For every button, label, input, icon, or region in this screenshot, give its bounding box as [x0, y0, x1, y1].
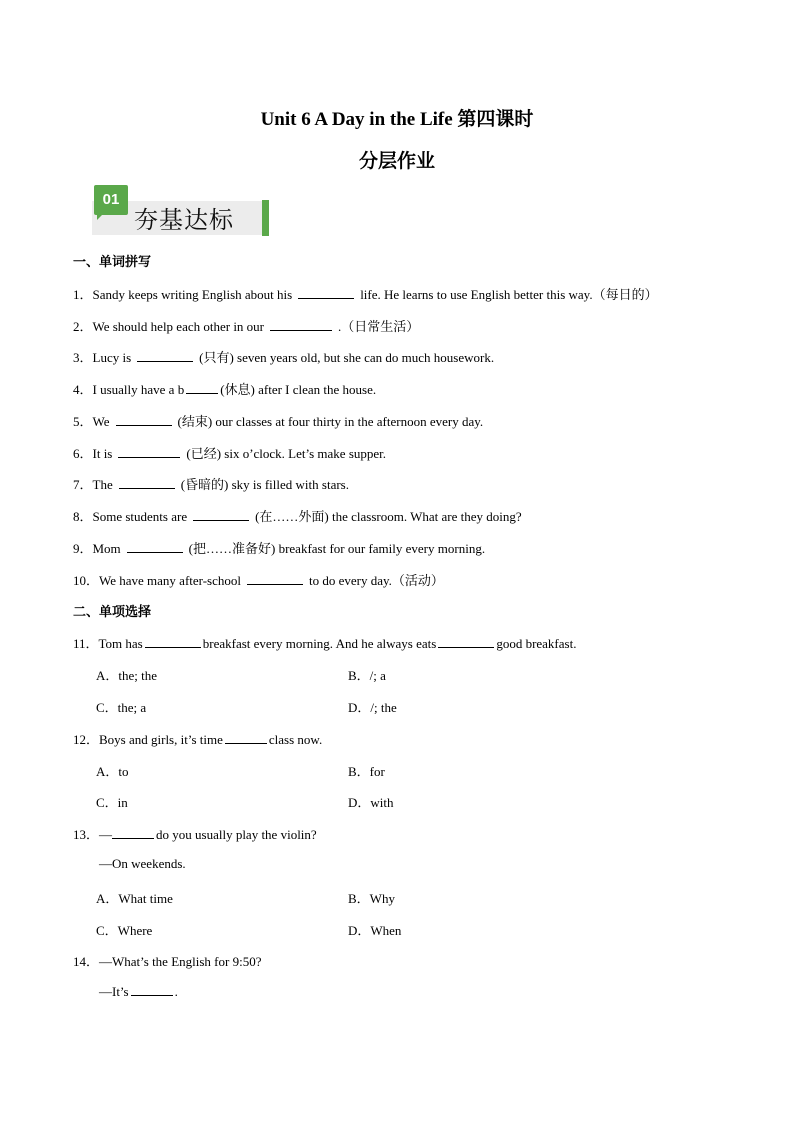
question-text: (在……外面) the classroom. What are they doing?	[255, 509, 522, 524]
answer-blank[interactable]	[127, 540, 183, 553]
answer-blank[interactable]	[438, 635, 494, 648]
option-c[interactable]: C．the; a	[96, 700, 147, 715]
question-text: (昏暗的) sky is filled with stars.	[180, 477, 349, 492]
badge-bar	[262, 200, 269, 236]
question-text: do you usually play the violin?	[156, 827, 317, 842]
option-c[interactable]: C．Where	[96, 923, 153, 938]
question-1	[73, 284, 658, 303]
question-text: 4．I usually have a b	[73, 382, 185, 397]
question-text: 7．The	[73, 477, 113, 492]
question-text: 13．—	[73, 827, 113, 842]
question-2	[73, 316, 419, 335]
option-c[interactable]: C．in	[96, 795, 128, 810]
option-a[interactable]: A．What time	[96, 891, 173, 906]
question-text: 14．—What’s the English for 9:50?	[73, 954, 262, 969]
answer-blank[interactable]	[225, 731, 267, 744]
question-text: life. He learns to use English better this way.（每日的）	[360, 287, 658, 302]
option-b[interactable]: B．Why	[348, 891, 395, 906]
option-a[interactable]: A．to	[96, 764, 129, 779]
section-heading-spelling: 一、单词拼写	[73, 255, 152, 270]
option-d[interactable]: D．with	[348, 795, 394, 810]
badge-label: 夯基达标	[134, 206, 234, 234]
answer-blank[interactable]	[193, 508, 249, 521]
question-5	[73, 411, 483, 430]
question-text: 9．Mom	[73, 541, 121, 556]
question-11	[73, 633, 576, 652]
question-text: 3．Lucy is	[73, 350, 132, 365]
option-a[interactable]: A．the; the	[96, 668, 158, 683]
question-text: (已经) six o’clock. Let’s make supper.	[186, 446, 387, 461]
answer-blank[interactable]	[131, 983, 173, 996]
question-text: (只有) seven years old, but she can do much housework.	[199, 350, 495, 365]
question-text: 5．We	[73, 414, 110, 429]
question-9	[73, 538, 485, 557]
reply-text: —On weekends.	[99, 856, 186, 871]
badge-tail-icon	[97, 213, 104, 220]
question-text: good breakfast.	[496, 636, 577, 651]
question-text: 6．It is	[73, 446, 113, 461]
answer-blank[interactable]	[270, 318, 332, 331]
question-3	[73, 347, 494, 366]
option-b[interactable]: B．/; a	[348, 668, 386, 683]
question-7	[73, 474, 349, 493]
question-text: 12．Boys and girls, it’s time	[73, 732, 223, 747]
question-text: (休息) after I clean the house.	[220, 382, 377, 397]
answer-blank[interactable]	[119, 476, 175, 489]
question-text: 10．We have many after-school	[73, 573, 241, 588]
section-badge	[86, 183, 272, 239]
page-subtitle: 分层作业	[358, 151, 435, 172]
question-text: breakfast every morning. And he always eats	[202, 636, 437, 651]
question-text: (把……准备好) breakfast for our family every morning.	[188, 541, 486, 556]
answer-blank[interactable]	[247, 572, 303, 585]
answer-blank[interactable]	[298, 286, 354, 299]
question-14	[73, 951, 261, 970]
answer-blank[interactable]	[145, 635, 201, 648]
question-text: 8．Some students are	[73, 509, 188, 524]
option-d[interactable]: D．/; the	[348, 700, 397, 715]
question-10	[73, 570, 444, 589]
page-title: Unit 6 A Day in the Life 第四课时	[260, 109, 534, 130]
option-d[interactable]: D．When	[348, 923, 402, 938]
question-13	[73, 824, 317, 843]
answer-blank[interactable]	[137, 349, 193, 362]
question-8	[73, 506, 522, 525]
question-text: to do every day.（活动）	[309, 573, 444, 588]
badge-number: 01	[94, 185, 128, 215]
section-heading-choice: 二、单项选择	[73, 605, 152, 620]
question-text: 1．Sandy keeps writing English about his	[73, 287, 293, 302]
question-4	[73, 379, 376, 398]
question-text: class now.	[268, 732, 323, 747]
question-text: 11．Tom has	[73, 636, 143, 651]
question-12	[73, 729, 322, 748]
answer-blank[interactable]	[116, 413, 172, 426]
answer-blank[interactable]	[118, 445, 180, 458]
reply-text: .	[174, 984, 178, 999]
reply-line	[99, 983, 178, 1000]
option-b[interactable]: B．for	[348, 764, 385, 779]
question-6	[73, 443, 386, 462]
question-text: (结束) our classes at four thirty in the afternoon every day.	[177, 414, 484, 429]
reply-text: —It’s	[99, 984, 129, 999]
question-text: .（日常生活）	[338, 319, 420, 334]
answer-blank[interactable]	[112, 826, 154, 839]
answer-blank[interactable]	[186, 381, 218, 394]
question-text: 2．We should help each other in our	[73, 319, 265, 334]
